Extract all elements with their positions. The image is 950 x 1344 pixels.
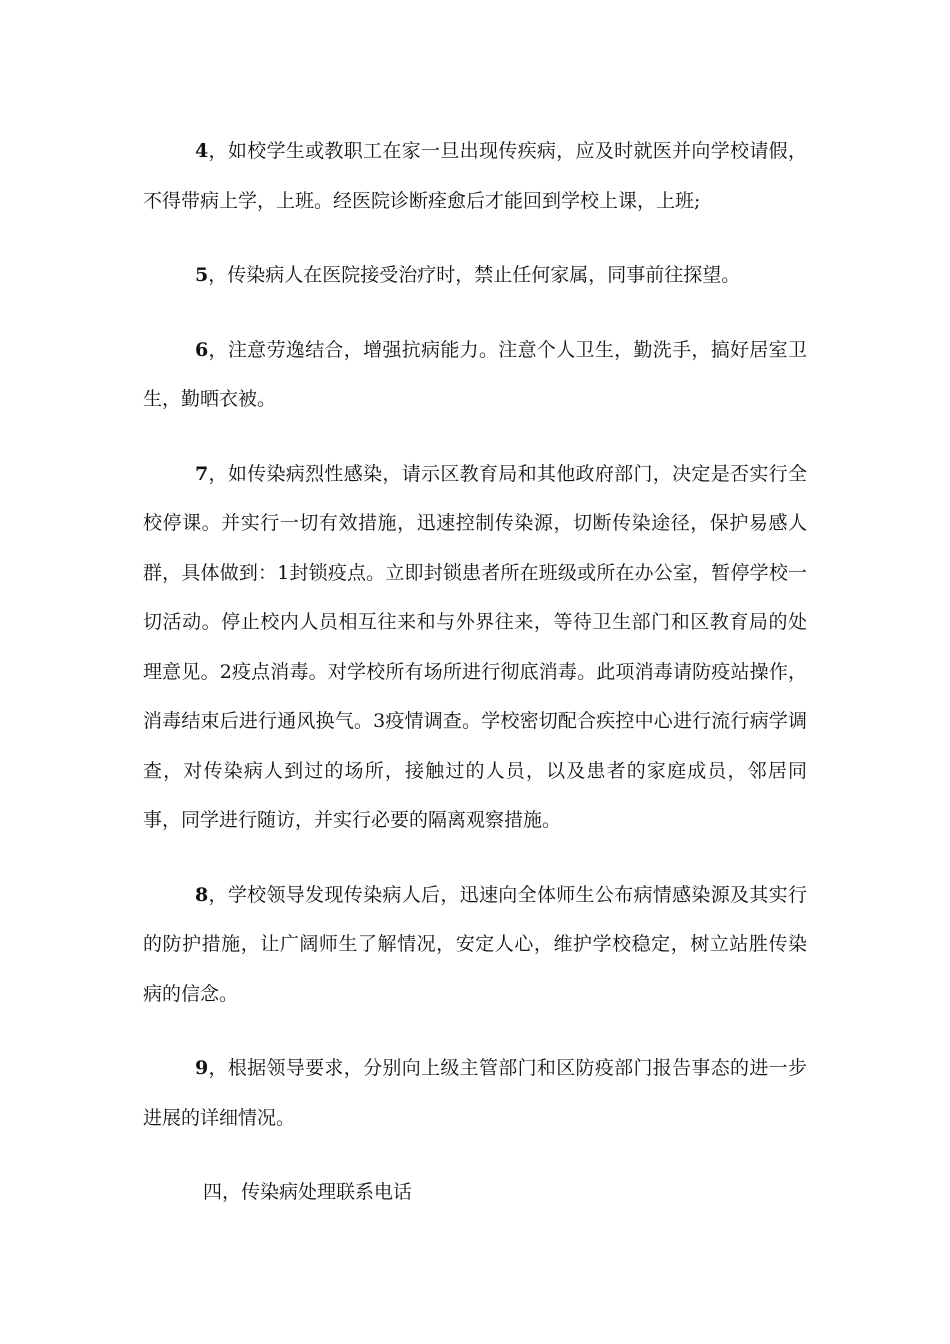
paragraph-5 <box>143 251 807 301</box>
paragraph-text: ，根据领导要求，分别向上级主管部门和区防疫部门报告事态的进一步进展的详细情况。 <box>143 1057 807 1129</box>
paragraph-number: 9 <box>195 1057 209 1079</box>
paragraph-6 <box>143 326 807 425</box>
paragraph-number: 6 <box>195 338 209 361</box>
paragraph-text: ，学校领导发现传染病人后，迅速向全体师生公布病情感染源及其实行的防护措施，让广阔师生了解情况，安定人心，维护学校稳定，树立站胜传染病的信念。 <box>143 883 807 1005</box>
paragraph-number: 7 <box>195 462 209 485</box>
paragraph-number: 4 <box>195 140 209 162</box>
document-body <box>143 127 807 1218</box>
paragraph-8 <box>143 871 807 1020</box>
paragraph-text: ，如传染病烈性感染，请示区教育局和其他政府部门，决定是否实行全校停课。并实行一切有效措施，迅速控制传染源，切断传染途径，保护易感人群，具体做到：1封锁疫点。立即封锁患者所在班级或所在办公室，暂停学校一切活动。停止校内人员相互往来和与外界往来，等待卫生部门和区教育局的处理意见。2疫点消毒。对学校所有场所进行彻底消毒。此项消毒请防疫站操作，消毒结束后进行通风换气。3疫情调查。学校密切配合疾控中心进行流行病学调查，对传染病人到过的场所，接触过的人员，以及患者的家庭成员，邻居同事，同学进行随访，并实行必要的隔离观察措施。 <box>143 462 807 831</box>
paragraph-number: 8 <box>195 883 209 906</box>
section-heading: 四，传染病处理联系电话 <box>203 1181 413 1203</box>
paragraph-text: ，传染病人在医院接受治疗时，禁止任何家属，同事前往探望。 <box>208 264 741 286</box>
paragraph-number: 5 <box>195 264 209 286</box>
paragraph-9 <box>143 1044 807 1143</box>
paragraph-4 <box>143 127 807 226</box>
paragraph-text: ，注意劳逸结合，增强抗病能力。注意个人卫生，勤洗手，搞好居室卫生，勤晒衣被。 <box>143 338 807 410</box>
paragraph-7 <box>143 450 807 846</box>
paragraph-text: ，如校学生或教职工在家一旦出现传疾病，应及时就医并向学校请假，不得带病上学，上班。经医院诊断痊愈后才能回到学校上课，上班; <box>143 140 807 212</box>
